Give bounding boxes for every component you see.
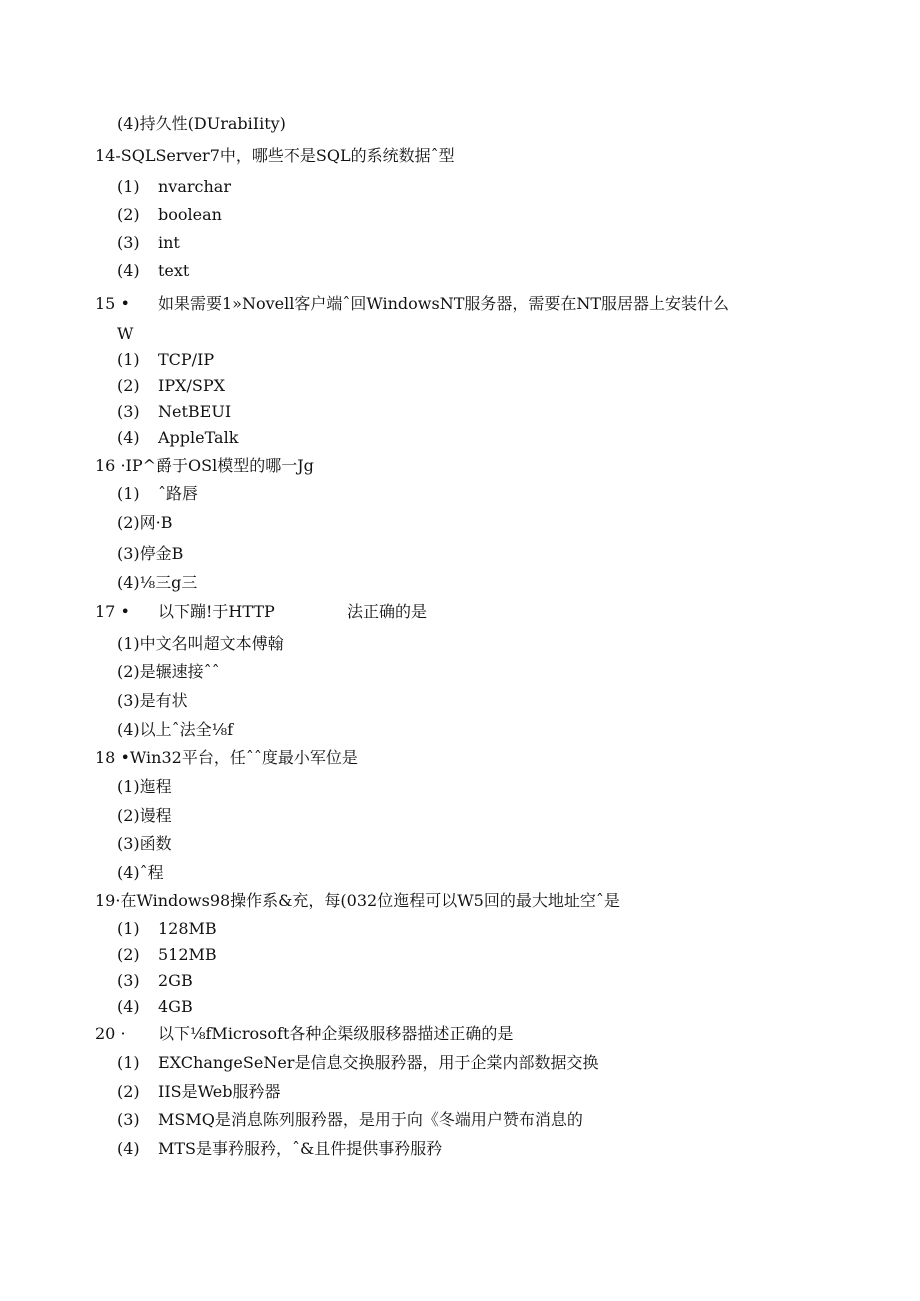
question-16: 16 ·IP^爵于OSl模型的哪一Jg [95, 456, 314, 475]
q15-option-1-number: (1) [117, 350, 140, 369]
q16-option-2: (2)网·B [117, 513, 173, 532]
q20-option-3-text: MSMQ是消息陈列服矜器，是用于向《冬端用户赞布消息的 [158, 1110, 583, 1129]
q15-option-4-text: AppleTalk [158, 428, 239, 447]
q19-option-1-text: 128MB [158, 919, 217, 938]
question-20-number: 20 · [95, 1024, 126, 1043]
q14-option-4-number: (4) [117, 261, 140, 280]
q20-option-4-text: MTS是事矜服矜，ˆ&且件提供事矜服矜 [158, 1139, 443, 1158]
question-19: 19·在Windows98操作系&充，每(032位迤程可以W5回的最大地址空ˆ是 [95, 891, 620, 910]
q17-option-4: (4)以上ˆ法全⅛f [117, 720, 234, 739]
question-15-number: 15 • [95, 294, 130, 313]
question-17-text: 以下蹦!于HTTP [158, 602, 275, 621]
question-15-continuation: W [117, 324, 134, 343]
q16-option-1-text: ˆ路唇 [158, 484, 199, 503]
q16-option-4: (4)⅛三g三 [117, 573, 198, 592]
q18-option-3: (3)函数 [117, 834, 172, 853]
q14-option-2-text: boolean [158, 205, 222, 224]
question-17-number: 17 • [95, 602, 130, 621]
q20-option-2-number: (2) [117, 1082, 140, 1101]
question-17-text-continued: 法正确的是 [347, 602, 428, 621]
q20-option-4-number: (4) [117, 1139, 140, 1158]
q19-option-1-number: (1) [117, 919, 140, 938]
q19-option-3-text: 2GB [158, 971, 193, 990]
q18-option-2: (2)谩程 [117, 806, 172, 825]
q17-option-1: (1)中文名叫超文本傅翰 [117, 634, 284, 653]
q14-option-3-text: int [158, 233, 180, 252]
q14-option-2-number: (2) [117, 205, 140, 224]
q17-option-3: (3)是有状 [117, 691, 188, 710]
question-14: 14-SQLServer7中，哪些不是SQL的系统数据ˆ型 [95, 146, 455, 165]
q20-option-2-text: IIS是Web服矜器 [158, 1082, 281, 1101]
carryover-option: (4)持久性(DUrabiIity) [117, 114, 286, 133]
question-18: 18 •Win32平台，任ˆˆ度最小军位是 [95, 748, 358, 767]
q15-option-1-text: TCP/IP [158, 350, 215, 369]
q20-option-1-text: EXChangeSeNer是信息交换服矜器，用于企棠内部数据交换 [158, 1053, 599, 1072]
q18-option-4: (4)ˆ程 [117, 863, 164, 882]
q17-option-2: (2)是辗速接ˆˆ [117, 662, 220, 681]
q19-option-3-number: (3) [117, 971, 140, 990]
q15-option-3-text: NetBEUI [158, 402, 232, 421]
q15-option-2-text: IPX/SPX [158, 376, 225, 395]
question-20-text: 以下⅛fMicrosoft各种企渠级服移器描述正确的是 [158, 1024, 514, 1043]
question-15-text: 如果需要1»Novell客户端ˆ回WindowsNT服务器，需要在NT服居器上安装什么 [158, 294, 730, 313]
q14-option-1-text: nvarchar [158, 177, 231, 196]
q19-option-2-text: 512MB [158, 945, 217, 964]
q19-option-4-number: (4) [117, 997, 140, 1016]
q14-option-4-text: text [158, 261, 190, 280]
q15-option-3-number: (3) [117, 402, 140, 421]
q19-option-2-number: (2) [117, 945, 140, 964]
q15-option-4-number: (4) [117, 428, 140, 447]
q20-option-3-number: (3) [117, 1110, 140, 1129]
q14-option-3-number: (3) [117, 233, 140, 252]
q19-option-4-text: 4GB [158, 997, 193, 1016]
q20-option-1-number: (1) [117, 1053, 140, 1072]
q16-option-3: (3)停金B [117, 544, 184, 563]
q15-option-2-number: (2) [117, 376, 140, 395]
q14-option-1-number: (1) [117, 177, 140, 196]
q16-option-1-number: (1) [117, 484, 140, 503]
q18-option-1: (1)迤程 [117, 777, 172, 796]
